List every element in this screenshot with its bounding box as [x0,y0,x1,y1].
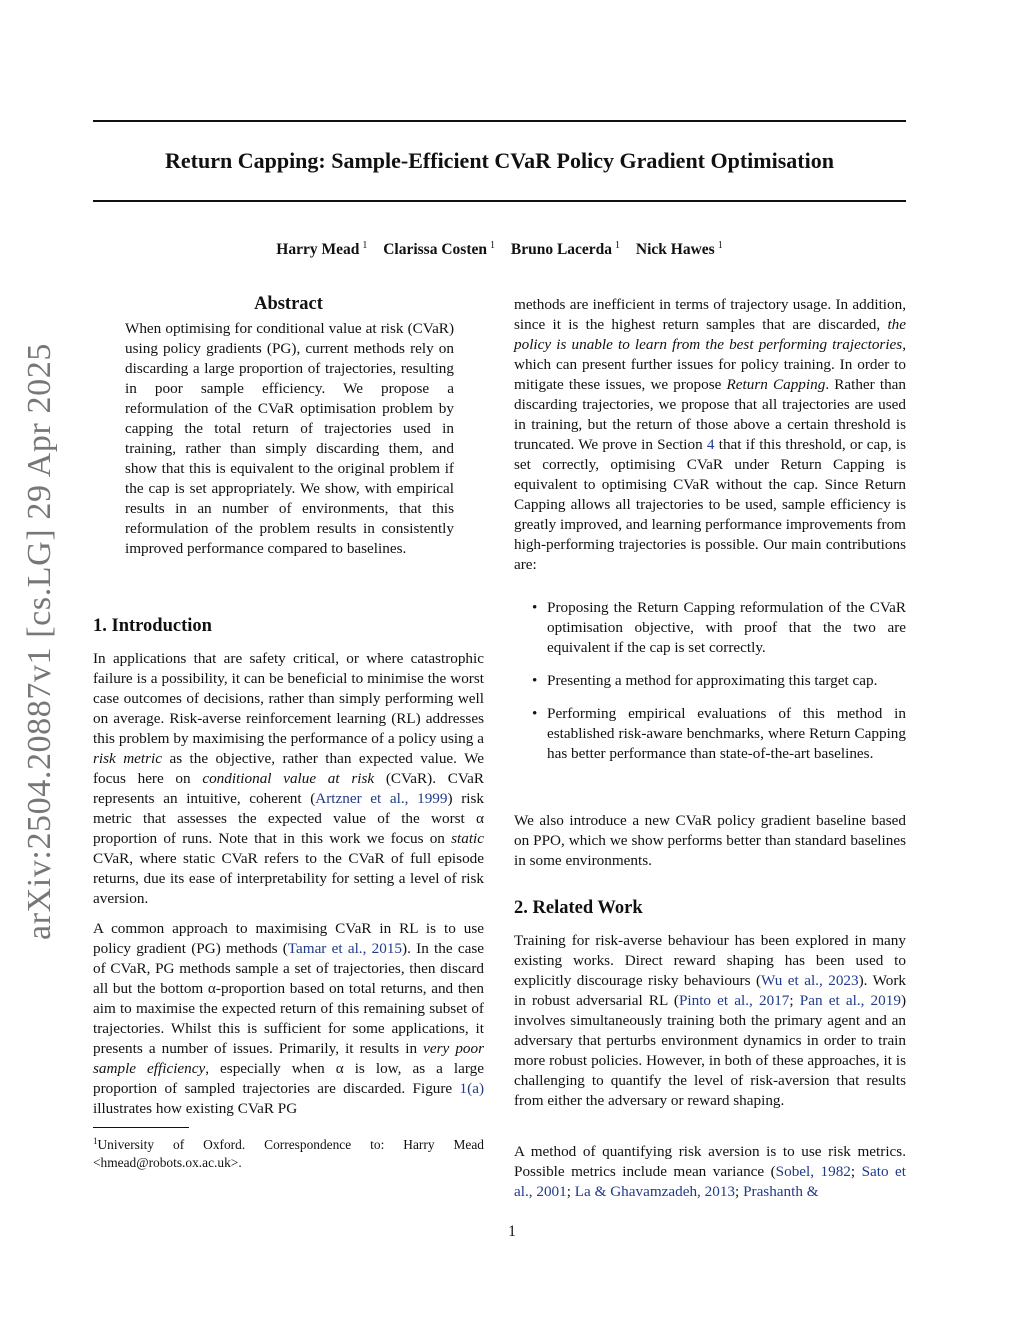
list-item: • Presenting a method for approximating this target cap. [532,672,878,689]
footnote-rule [93,1127,189,1128]
author: Nick Hawes $^1$ [635,240,723,258]
related-work-heading: 2. Related Work [514,898,643,918]
footnote: $^1$University of Oxford. Correspondence to: Harry Mead <hmead@robots.ox.ac.uk>. [93,1136,484,1170]
list-item: • Proposing the Return Capping reformulation of the CVaR optimisation objective, with proof that the two are equivalent if the cap is set correctly. [532,599,906,656]
author-list [93,236,906,260]
paper-title: Return Capping: Sample-Efficient CVaR Policy Gradient Optimisation [165,148,834,173]
citation-link[interactable]: Pan et al., 2019 [799,992,901,1009]
intro-heading: 1. Introduction [93,616,212,636]
section-link[interactable]: 4 [706,436,715,453]
citation-link[interactable]: La & Ghavamzadeh, 2013 [574,1183,736,1200]
author: Clarissa Costen $^1$ [383,240,495,258]
author: Harry Mead $^1$ [276,240,368,258]
abstract-heading: Abstract [254,294,323,314]
page-number: 1 [508,1223,516,1240]
title-bottom-rule [93,200,906,202]
abstract-text: When optimising for conditional value at risk (CVaR) using policy gradients (PG), current methods rely on discarding a large proportion of trajectories, resulting in poor sample efficiency. We propose a reformulation of the CVaR optimisation problem by capping the total return of trajectories used in training, rather than simply discarding them, and show that this is equivalent to the original problem if the cap is set appropriately. We show, with empirical results in an number of environments, that this reformulation of the problem results in consistently improved performance compared to baselines. [125,320,454,557]
right-paragraph-2: We also introduce a new CVaR policy gradient baseline based on PPO, which we show performs better than standard baselines in some environments. [514,812,906,869]
title-top-rule [93,120,906,122]
citation-link[interactable]: Artzner et al., 1999 [315,790,448,807]
citation-link[interactable]: Pinto et al., 2017 [678,992,790,1009]
intro-paragraph-2: A common approach to maximising CVaR in RL is to use policy gradient (PG) methods (Tamar et al., 2015). In the case of CVaR, PG methods sample a set of trajectories, then discard all but the bottom α-proportion based on total returns, and then aim to maximise the expected return of this remaining subset of trajectories. Whilst this is sufficient for some applications, it presents a number of issues. Primarily, it results in very poor sample efficiency, especially when α is low, as a large proportion of sampled trajectories are discarded. Figure 1(a) illustrates how existing CVaR PG [93,920,485,1117]
citation-link[interactable]: Tamar et al., 2015 [287,940,403,957]
right-paragraph-1: methods are inefficient in terms of trajectory usage. In addition, since it is the highest return samples that are discarded, the policy is unable to learn from the best performing trajectories, which can present further issues for policy training. In order to mitigate these issues, we propose Return Capping. Rather than discarding trajectories, we propose that all trajectories are used in training, but the return of those above a certain threshold is truncated. We prove in Section 4 that if this threshold, or cap, is set correctly, optimising CVaR under Return Capping is equivalent to optimising CVaR without the cap. Since Return Capping allows all trajectories to be used, sample efficiency is greatly improved, and learning performance improvements from high-performing trajectories is possible. Our main contributions are: [514,296,907,573]
related-paragraph-2: A method of quantifying risk aversion is to use risk metrics. Possible metrics include mean variance (Sobel, 1982; Sato et al., 2001; La & Ghavamzadeh, 2013; Prashanth & [514,1143,906,1200]
intro-paragraph-1: In applications that are safety critical, or where catastrophic failure is a possibility, it can be beneficial to minimise the worst case outcomes of decisions, rather than simply performing well on average. Risk-averse reinforcement learning (RL) addresses this problem by maximising the performance of a policy using a risk metric as the objective, rather than expected value. We focus here on conditional value at risk (CVaR). CVaR represents an intuitive, coherent (Artzner et al., 1999) risk metric that assesses the expected value of the worst α proportion of runs. Note that in this work we focus on static CVaR, where static CVaR refers to the CVaR of full episode returns, due its ease of interpretability for setting a level of risk aversion. [93,650,484,907]
arxiv-stamp: arXiv:2504.20887v1 [cs.LG] 29 Apr 2025 [21,343,58,940]
contributions-list [514,598,906,777]
author: Bruno Lacerda $^1$ [510,240,621,258]
related-paragraph-1: Training for risk-averse behaviour has been explored in many existing works. Direct reward shaping has been used to explicitly discourage risky behaviours (Wu et al., 2023). Work in robust adversarial RL (Pinto et al., 2017; Pan et al., 2019) involves simultaneously training both the primary agent and an adversary that perturbs environment dynamics in order to train more robust policies. However, in both of these approaches, it is challenging to quantify the level of risk-aversion that results from either the adversary or reward shaping. [514,932,907,1109]
citation-link[interactable]: Prashanth & [743,1183,819,1200]
figure-link[interactable]: 1(a) [459,1080,484,1097]
citation-link[interactable]: Sobel, 1982 [775,1163,851,1180]
citation-link[interactable]: Sato et al., 2001 [514,1163,906,1200]
list-item: • Performing empirical evaluations of this method in established risk-aware benchmarks, where Return Capping has better performance than state-of-the-art baselines. [532,705,906,762]
citation-link[interactable]: Wu et al., 2023 [761,972,859,989]
